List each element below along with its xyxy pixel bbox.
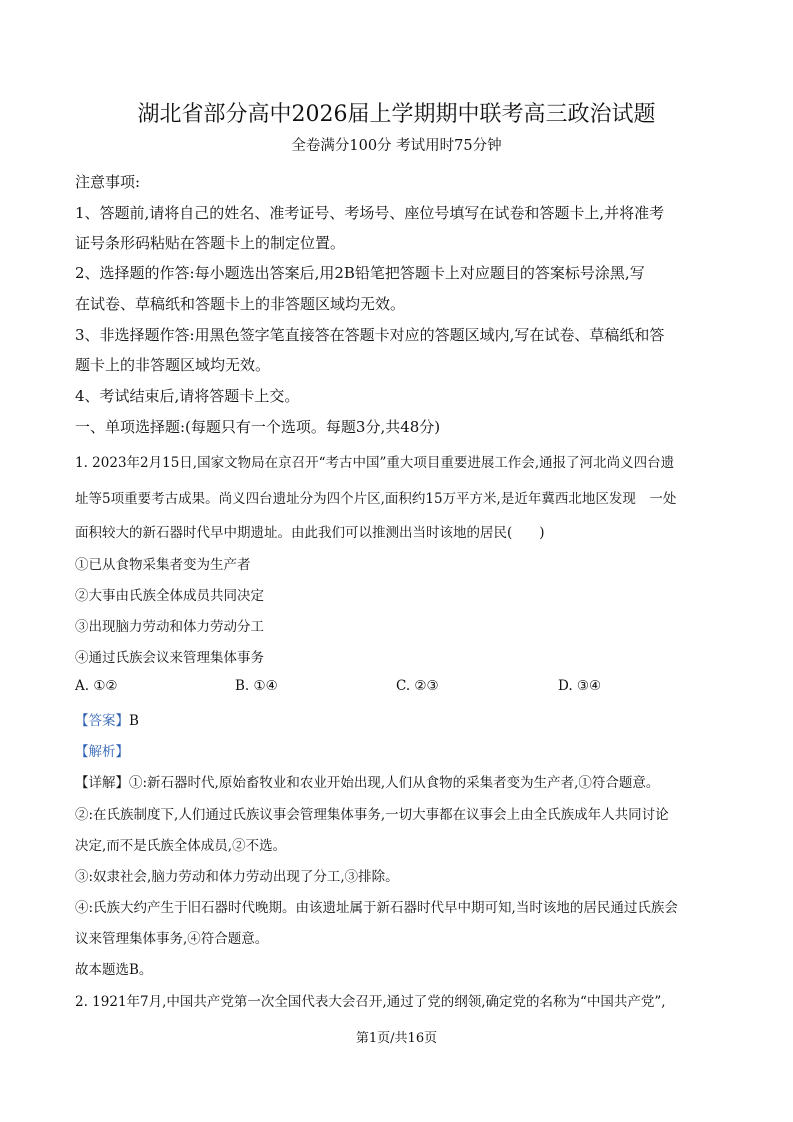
notice-line: 题卡上的非答题区域均无效。 (75, 356, 271, 374)
question-2-stem: 2. 1921年7月,中国共产党第一次全国代表大会召开,通过了党的纲领,确定党的名称为“中国共产党”, (75, 994, 666, 1010)
explanation-line: ②:在氏族制度下,人们通过氏族议事会管理集体事务,一切大事都在议事会上由全氏族成年人共同讨论 (75, 807, 669, 823)
statement-2: ②大事由氏族全体成员共同决定 (75, 588, 264, 604)
notice-line: 证号条形码粘贴在答题卡上的制定位置。 (75, 234, 346, 252)
notice-line: 3、非选择题作答:用黑色签字笔直接答在答题卡对应的答题区域内,写在试卷、草稿纸和答 (75, 326, 665, 344)
option-b: B. ①④ (235, 678, 278, 694)
option-a: A. ①② (75, 678, 118, 694)
option-d: D. ③④ (558, 678, 602, 694)
answer-value: B (129, 713, 139, 729)
option-c: C. ②③ (396, 678, 439, 694)
notice-line: 1、答题前,请将自己的姓名、准考证号、考场号、座位号填写在试卷和答题卡上,并将准考 (75, 204, 665, 222)
explanation-conclusion: 故本题选B。 (75, 962, 153, 978)
explanation-line: ④:氏族大约产生于旧石器时代晚期。由该遗址属于新石器时代早中期可知,当时该地的居民通过氏族会 (75, 900, 678, 916)
notice-line: 2、选择题的作答:每小题选出答案后,用2B铅笔把答题卡上对应题目的答案标号涂黑,写 (75, 264, 645, 282)
statement-4: ④通过氏族会议来管理集体事务 (75, 650, 264, 666)
statement-3: ③出现脑力劳动和体力劳动分工 (75, 619, 264, 635)
explanation-line: 决定,而不是氏族全体成员,②不选。 (75, 838, 287, 854)
notice-line: 在试卷、草稿纸和答题卡上的非答题区域均无效。 (75, 295, 406, 313)
answer-line (75, 709, 139, 729)
notice-line: 4、考试结束后,请将答题卡上交。 (75, 387, 300, 405)
question-1-stem: 址等5项重要考古成果。尚义四台遗址分为四个片区,面积约15万平方米,是近年冀西北地区发现 一处 (75, 491, 677, 507)
explanation-line: 议来管理集体事务,④符合题意。 (75, 931, 269, 947)
statement-1: ①已从食物采集者变为生产者 (75, 557, 251, 573)
notice-heading: 注意事项: (75, 173, 141, 191)
explanation-line: ③:奴隶社会,脑力劳动和体力劳动出现了分工,③排除。 (75, 869, 399, 885)
explanation-line: 【详解】①:新石器时代,原始畜牧业和农业开始出现,人们从食物的采集者变为生产者,①符合题意。 (75, 775, 660, 791)
analysis-tag: 【解析】 (75, 744, 129, 760)
exam-info: 全卷满分100分 考试用时75分钟 (291, 138, 502, 154)
section-heading: 一、单项选择题:(每题只有一个选项。每题3分,共48分) (75, 418, 441, 436)
question-1-stem: 1. 2023年2月15日,国家文物局在京召开“考古中国”重大项目重要进展工作会,通报了河北尚义四台遗 (75, 455, 675, 471)
answer-tag: 【答案】 (75, 713, 129, 729)
page-title: 湖北省部分高中2026届上学期期中联考高三政治试题 (137, 102, 656, 127)
page-number: 第1页/共16页 (355, 1031, 438, 1046)
question-1-stem: 面积较大的新石器时代早中期遗址。由此我们可以推测出当时该地的居民( ) (75, 525, 545, 541)
